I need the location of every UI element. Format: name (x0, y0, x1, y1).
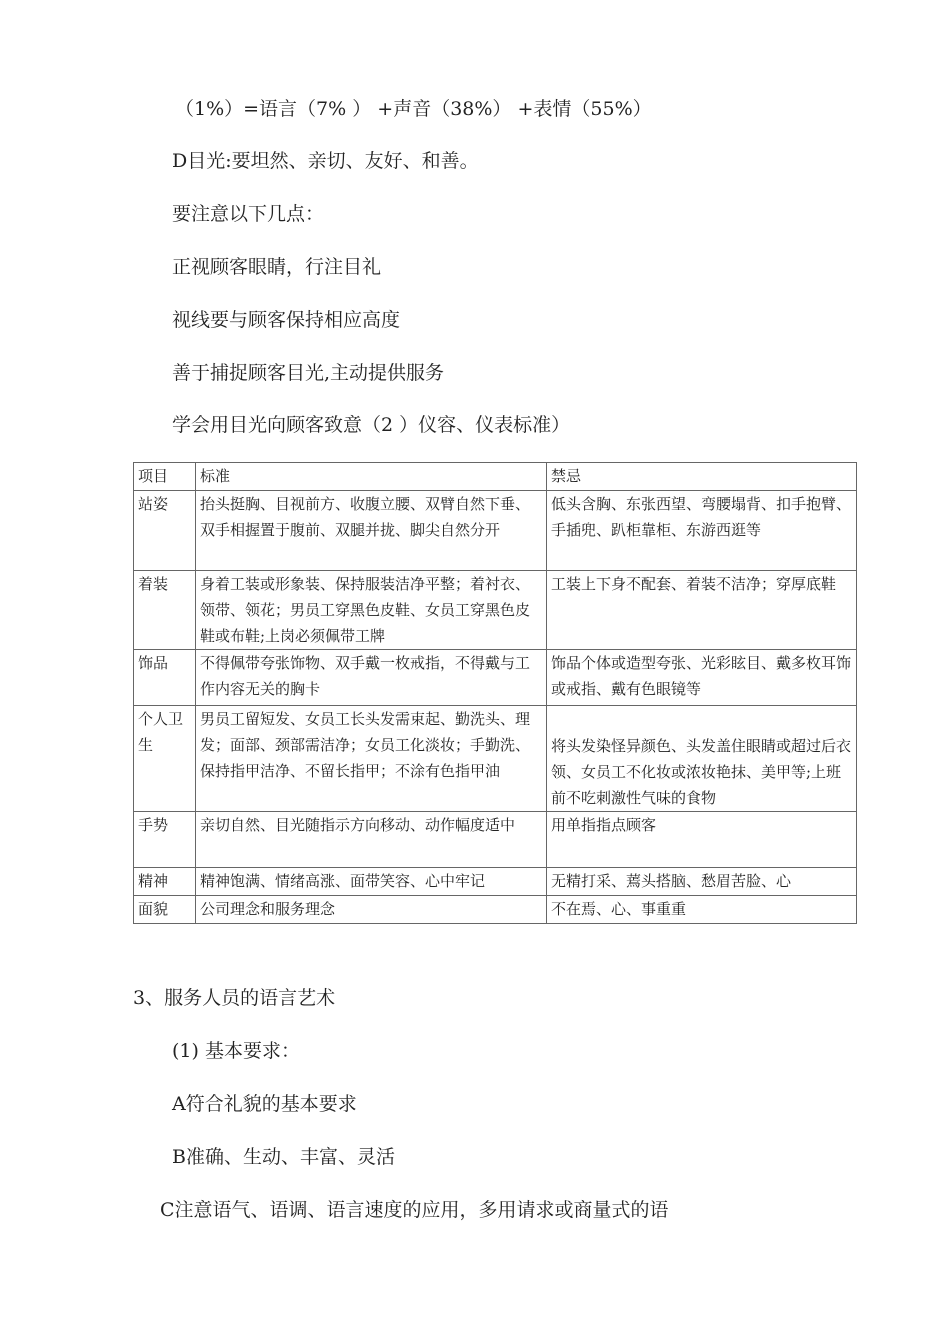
gaze-point-4: 学会用目光向顾客致意（2 ）仪容、仪表标准） (172, 414, 571, 436)
table-row (134, 491, 857, 571)
row-item: 精神 (134, 868, 196, 896)
row-standard: 男员工留短发、女员工长头发需束起、勤洗头、理发；面部、颈部需洁净；女员工化淡妆；手勤洗、保持指甲洁净、不留长指甲；不涂有色指甲油 (196, 706, 547, 812)
table-row (134, 571, 857, 650)
row-item: 面貌 (134, 896, 196, 924)
row-taboo: 无精打采、蔫头搭脑、愁眉苦脸、心 (547, 868, 857, 896)
gaze-point-1: 正视顾客眼睛，行注目礼 (172, 256, 382, 278)
subsection-heading: (1) 基本要求： (172, 1040, 300, 1062)
row-standard: 不得佩带夸张饰物、双手戴一枚戒指，不得戴与工作内容无关的胸卡 (196, 650, 547, 706)
notes-intro: 要注意以下几点： (172, 203, 325, 225)
gaze-heading: D目光:要坦然、亲切、友好、和善。 (172, 150, 479, 172)
row-taboo: 不在焉、心、事重重 (547, 896, 857, 924)
header-standard: 标准 (196, 463, 547, 491)
row-taboo: 将头发染怪异颜色、头发盖住眼睛或超过后衣领、女员工不化妆或浓妆艳抹、美甲等;上班前不吃刺激性气味的食物 (547, 706, 857, 812)
row-standard: 身着工装或形象装、保持服装洁净平整；着衬衣、领带、领花；男员工穿黑色皮鞋、女员工穿黑色皮鞋或布鞋;上岗必须佩带工牌 (196, 571, 547, 650)
gaze-point-2: 视线要与顾客保持相应高度 (172, 309, 401, 331)
requirement-b: B准确、生动、丰富、灵活 (172, 1146, 395, 1168)
section-heading: 3、服务人员的语言艺术 (133, 987, 336, 1009)
requirement-c: C注意语气、语调、语言速度的应用，多用请求或商量式的语 (160, 1199, 669, 1221)
row-standard: 抬头挺胸、目视前方、收腹立腰、双臂自然下垂、双手相握置于腹前、双腿并拢、脚尖自然分开 (196, 491, 547, 571)
row-taboo: 用单指指点顾客 (547, 812, 857, 868)
row-standard: 精神饱满、情绪高涨、面带笑容、心中牢记 (196, 868, 547, 896)
formula-line: （1%）=语言（7% ） +声音（38%） +表情（55%） (175, 98, 652, 120)
row-item: 站姿 (134, 491, 196, 571)
row-taboo: 低头含胸、东张西望、弯腰塌背、扣手抱臂、手插兜、趴柜靠柜、东游西逛等 (547, 491, 857, 571)
requirement-a: A符合礼貌的基本要求 (172, 1093, 357, 1115)
table-row (134, 896, 857, 924)
row-item: 饰品 (134, 650, 196, 706)
table-row (134, 868, 857, 896)
table-row (134, 812, 857, 868)
gaze-point-3: 善于捕捉顾客目光,主动提供服务 (172, 362, 445, 384)
table-row (134, 650, 857, 706)
table-row (134, 706, 857, 812)
row-taboo: 饰品个体或造型夸张、光彩眩目、戴多枚耳饰或戒指、戴有色眼镜等 (547, 650, 857, 706)
row-standard: 公司理念和服务理念 (196, 896, 547, 924)
table-header-row (134, 463, 857, 491)
row-item: 着装 (134, 571, 196, 650)
header-item: 项目 (134, 463, 196, 491)
row-item: 手势 (134, 812, 196, 868)
appearance-standards-table (133, 462, 857, 924)
row-taboo: 工装上下身不配套、着装不洁净；穿厚底鞋 (547, 571, 857, 650)
header-taboo: 禁忌 (547, 463, 857, 491)
row-item: 个人卫生 (134, 706, 196, 812)
row-standard: 亲切自然、目光随指示方向移动、动作幅度适中 (196, 812, 547, 868)
